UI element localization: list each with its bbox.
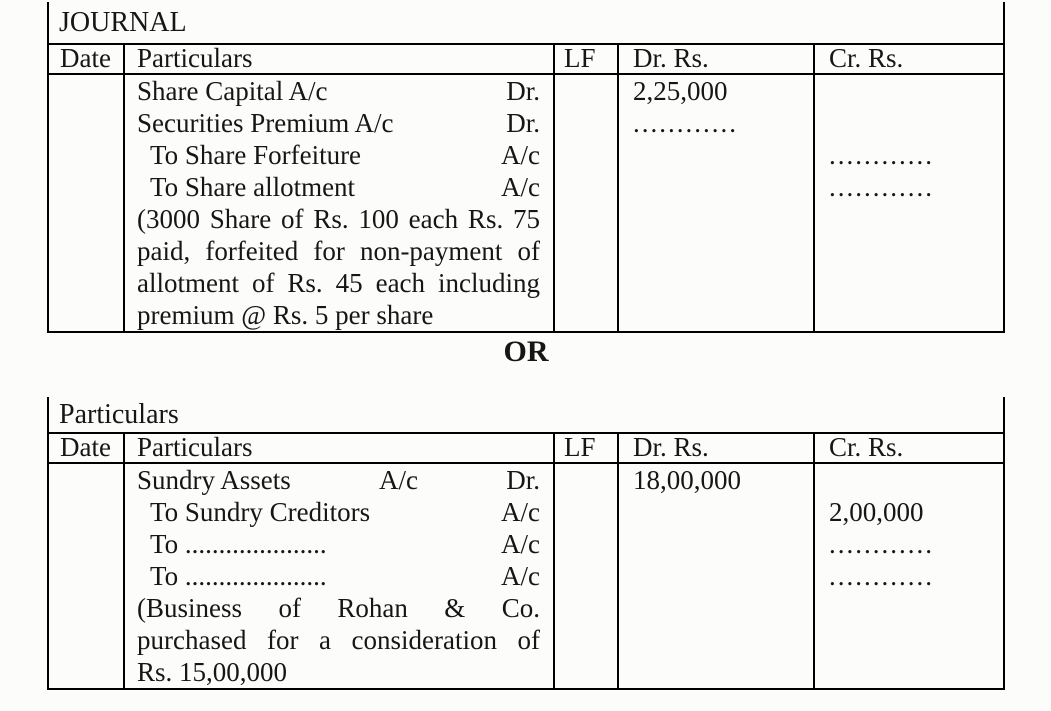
col-header-date: Date	[49, 434, 125, 462]
empty-line	[633, 496, 813, 528]
entry-line	[137, 560, 540, 592]
lf-cell	[555, 75, 619, 331]
debit-amount: 18,00,000	[633, 465, 741, 495]
narration-line: (3000 Share of Rs. 100 each Rs. 75	[137, 204, 540, 234]
col-header-particulars: Particulars	[125, 45, 555, 73]
empty-line	[633, 139, 813, 171]
empty-line	[829, 107, 993, 139]
journal-table-header	[49, 43, 1003, 75]
narration-line: premium @ Rs. 5 per share	[137, 300, 434, 330]
lf-cell	[555, 464, 619, 688]
col-header-particulars: Particulars	[125, 434, 555, 462]
account-name: To Share allotment	[150, 172, 356, 202]
entry-suffix: A/c	[501, 561, 540, 591]
account-name: To Sundry Creditors	[150, 497, 371, 527]
credit-cell	[815, 464, 1003, 688]
narration-line: (Business of Rohan & Co.	[137, 593, 540, 623]
or-separator: OR	[503, 335, 549, 368]
col-header-lf: LF	[555, 434, 619, 462]
narration-line: paid, forfeited for non-payment of	[137, 236, 540, 266]
entry-suffix: A/c	[501, 172, 540, 202]
credit-amount-placeholder: ............	[829, 529, 934, 559]
alternative-table-title: Particulars	[59, 398, 179, 430]
credit-amount: 2,00,000	[829, 497, 924, 527]
credit-amount-placeholder: ............	[829, 172, 934, 202]
entry-mid: A/c	[379, 465, 418, 495]
entry-suffix: A/c	[501, 529, 540, 559]
debit-cell	[619, 75, 815, 331]
entry-suffix: A/c	[501, 497, 540, 527]
journal-entry-row	[49, 75, 1003, 331]
credit-amount-placeholder: ............	[829, 561, 934, 591]
entry-suffix: Dr.	[506, 108, 540, 138]
date-cell	[49, 75, 125, 331]
journal-table	[47, 2, 1005, 333]
entry-line	[137, 139, 540, 171]
particulars-cell	[125, 464, 555, 688]
col-header-lf: LF	[555, 45, 619, 73]
entry-suffix: Dr.	[506, 465, 540, 495]
entry-suffix: Dr.	[506, 76, 540, 106]
particulars-cell	[125, 75, 555, 331]
col-header-date: Date	[49, 45, 125, 73]
col-header-dr: Dr. Rs.	[619, 434, 815, 462]
col-header-cr: Cr. Rs.	[829, 432, 904, 462]
narration-line: purchased for a consideration of	[137, 625, 540, 655]
entry-line	[137, 171, 540, 203]
credit-amount-placeholder: ............	[829, 140, 934, 170]
entry-line	[137, 496, 540, 528]
entry-line	[137, 107, 540, 139]
col-header-dr: Dr. Rs.	[619, 45, 815, 73]
empty-line	[829, 75, 993, 107]
empty-line	[829, 464, 993, 496]
date-cell	[49, 464, 125, 688]
journal-table-title: JOURNAL	[59, 6, 187, 38]
alternative-table-header	[49, 432, 1003, 464]
account-name-placeholder: To .....................	[150, 529, 327, 559]
narration-line: Rs. 15,00,000	[137, 657, 288, 687]
entry-suffix: A/c	[501, 140, 540, 170]
entry-line	[137, 75, 540, 107]
debit-amount-placeholder: ............	[633, 108, 738, 138]
empty-line	[633, 560, 813, 592]
narration-line: allotment of Rs. 45 each including	[137, 268, 540, 298]
journal-entry-row	[49, 464, 1003, 688]
credit-cell	[815, 75, 1003, 331]
account-name: Securities Premium A/c	[137, 108, 394, 138]
entry-line	[137, 464, 540, 496]
account-name-placeholder: To .....................	[150, 561, 327, 591]
account-name: Sundry Assets	[137, 465, 291, 495]
entry-line	[137, 528, 540, 560]
col-header-cr: Cr. Rs.	[829, 43, 904, 73]
account-name: To Share Forfeiture	[150, 140, 362, 170]
account-name: Share Capital A/c	[137, 76, 328, 106]
debit-cell	[619, 464, 815, 688]
empty-line	[633, 171, 813, 203]
debit-amount: 2,25,000	[633, 76, 728, 106]
empty-line	[633, 528, 813, 560]
alternative-journal-table	[47, 397, 1005, 690]
